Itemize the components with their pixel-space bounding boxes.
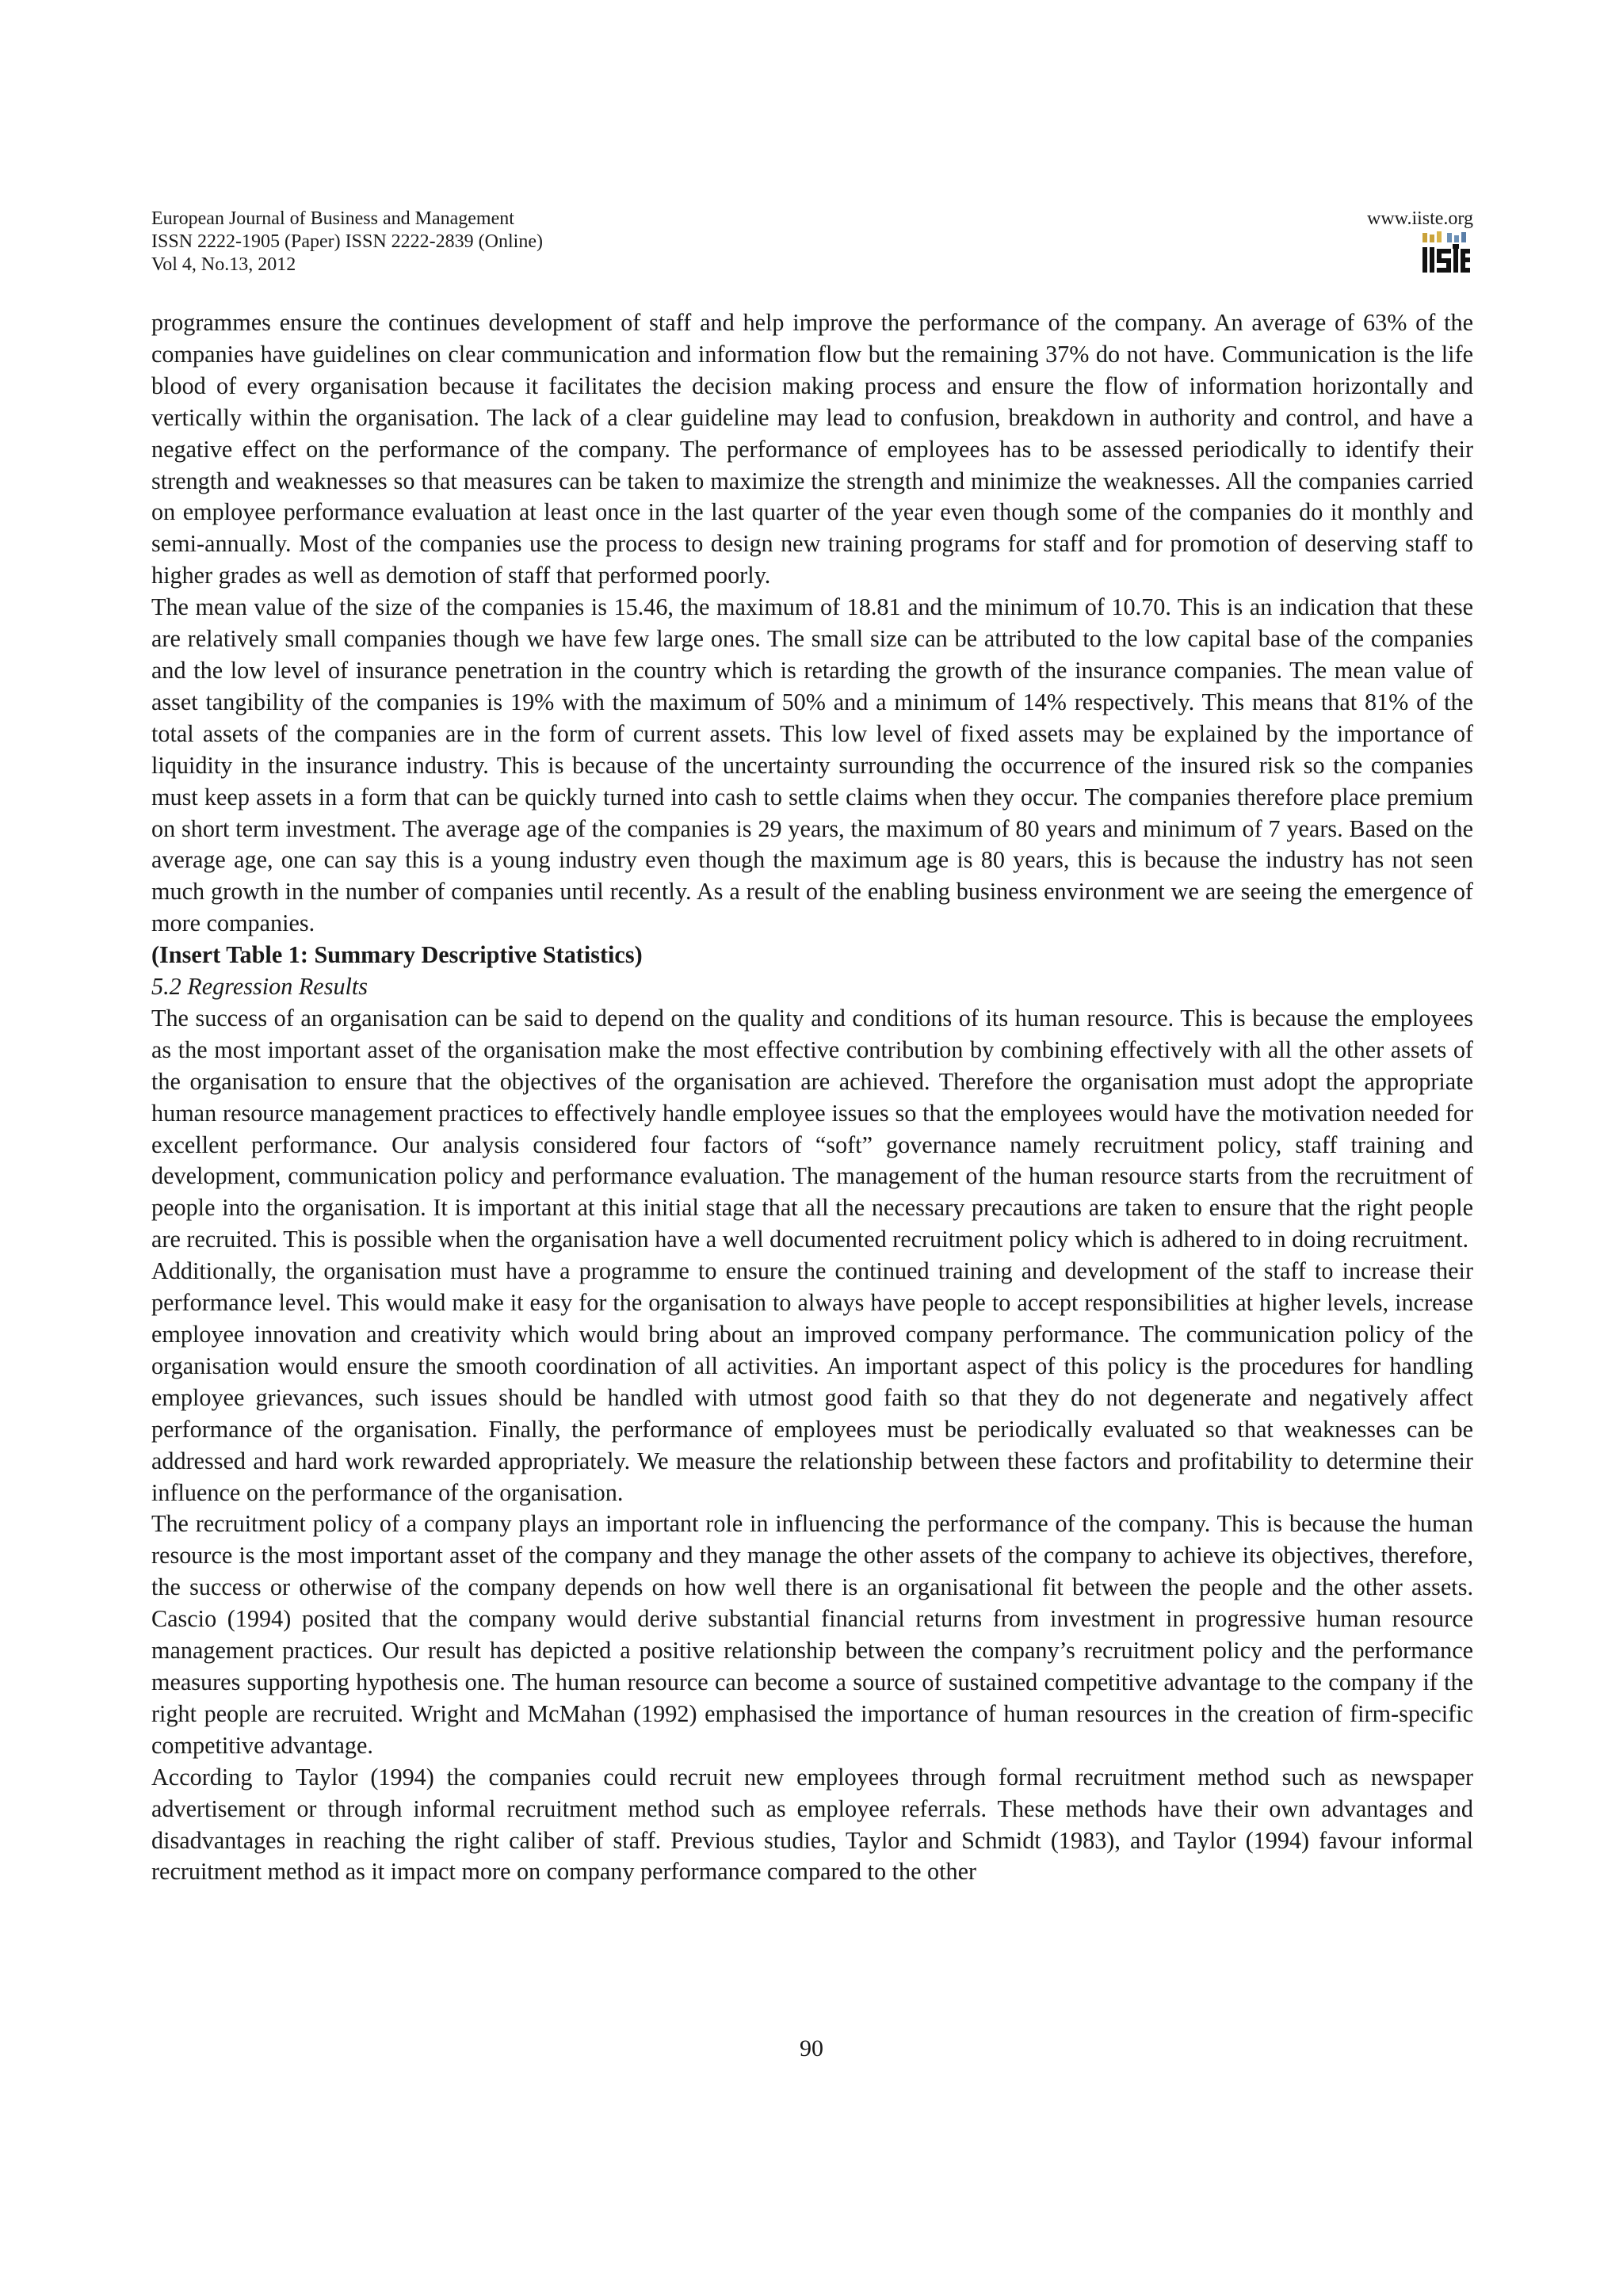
journal-info <box>151 208 543 277</box>
paragraph-organisation-success: The success of an organisation can be said to depend on the quality and conditions of its human resource. This is because the employees as the most important asset of the organisation make the most effective contribution by combining effectively with all the other assets of the organisation to ensure that the objectives of the organisation are achieved. Therefore the organisation must adopt the appropriate human resource management practices to effectively handle employee issues so that the employees would have the motivation needed for excellent performance. Our analysis considered four factors of “soft” governance namely recruitment policy, staff training and development, communication policy and performance evaluation. The management of the human resource starts from the recruitment of people into the organisation. It is important at this initial stage that all the necessary precautions are taken to ensure that the right people are recruited. This is possible when the organisation have a well documented recruitment policy which is adhered to in doing recruitment. <box>151 1004 1473 1253</box>
page-header <box>151 208 1473 287</box>
page-number: 90 <box>800 2035 823 2061</box>
journal-website[interactable]: www.iiste.org <box>1367 208 1473 229</box>
journal-volume: Vol 4, No.13, 2012 <box>151 254 296 275</box>
journal-issn: ISSN 2222-1905 (Paper) ISSN 2222-2839 (Online) <box>151 231 543 252</box>
article-body <box>151 307 1473 1888</box>
paragraph-staff-programmes: programmes ensure the continues development of staff and help improve the performance of the company. An average of 63% of the companies have guidelines on clear communication and information flow but the remaining 37% do not have. Communication is the life blood of every organisation because it facilitates the decision making process and ensure the flow of information horizontally and vertically within the organisation. The lack of a clear guideline may lead to confusion, breakdown in authority and control, and have a negative effect on the performance of the company. The performance of employees has to be assessed periodically to identify their strength and weaknesses so that measures can be taken to maximize the strength and minimize the weaknesses. All the companies carried on employee performance evaluation at least once in the last quarter of the year even though some of the companies do it monthly and semi-annually. Most of the companies use the process to design new training programs for staff and for promotion of deserving staff to higher grades as well as demotion of staff that performed poorly. <box>151 309 1473 589</box>
section-heading: 5.2 Regression Results <box>151 973 369 1001</box>
journal-title: European Journal of Business and Management <box>151 208 514 229</box>
paragraph-recruitment-policy: The recruitment policy of a company plays an important role in influencing the performance of the company. This is because the human resource is the most important asset of the company and they manage the other assets of the company to achieve its objectives, therefore, the success or otherwise of the company depends on how well there is an organisational fit between the people and the other assets. Cascio (1994) posited that the company would derive substantial financial returns from investment in progressive human resource management practices. Our result has depicted a positive relationship between the company’s recruitment policy and the performance measures supporting hypothesis one. The human resource can become a source of sustained competitive advantage to the company if the right people are recruited. Wright and McMahan (1992) emphasised the importance of human resources in the creation of firm-specific competitive advantage. <box>151 1510 1473 1759</box>
insert-table-note: (Insert Table 1: Summary Descriptive Statistics) <box>151 941 643 969</box>
paragraph-training-development: Additionally, the organisation must have a programme to ensure the continued training and development of the staff to increase their performance level. This would make it easy for the organisation to always have people to accept responsibilities at higher levels, increase employee innovation and creativity which would bring about an improved company performance. The communication policy of the organisation would ensure the smooth coordination of all activities. An important aspect of this policy is the procedures for handling employee grievances, such issues should be handled with utmost good faith so that they do not degenerate and negatively affect performance of the organisation. Finally, the performance of employees must be periodically evaluated so that weaknesses can be addressed and hard work rewarded appropriately. We measure the relationship between these factors and profitability to determine their influence on the performance of the organisation. <box>151 1257 1473 1506</box>
paragraph-company-size: The mean value of the size of the companies is 15.46, the maximum of 18.81 and the minimum of 10.70. This is an indication that these are relatively small companies though we have few large ones. The small size can be attributed to the low capital base of the companies and the low level of insurance penetration in the country which is retarding the growth of the insurance companies. The mean value of asset tangibility of the companies is 19% with the maximum of 50% and a minimum of 14% respectively. This means that 81% of the total assets of the companies are in the form of current assets. This low level of fixed assets may be explained by the importance of liquidity in the insurance industry. This is because of the uncertainty surrounding the occurrence of the insured risk so the companies must keep assets in a form that can be quickly turned into cash to settle claims when they occur. The companies therefore place premium on short term investment. The average age of the companies is 29 years, the maximum of 80 years and minimum of 7 years. Based on the average age, one can say this is a young industry even though the maximum age is 80 years, this is because the industry has not seen much growth in the number of companies until recently. As a result of the enabling business environment we are seeing the emergence of more companies. <box>151 593 1473 937</box>
paragraph-recruitment-methods: According to Taylor (1994) the companies could recruit new employees through formal recruitment method such as newspaper advertisement or through informal recruitment method such as employee referrals. These methods have their own advantages and disadvantages in reaching the right caliber of staff. Previous studies, Taylor and Schmidt (1983), and Taylor (1994) favour informal recruitment method as it impact more on company performance compared to the other <box>151 1763 1473 1886</box>
iiste-logo-icon <box>1421 231 1472 274</box>
